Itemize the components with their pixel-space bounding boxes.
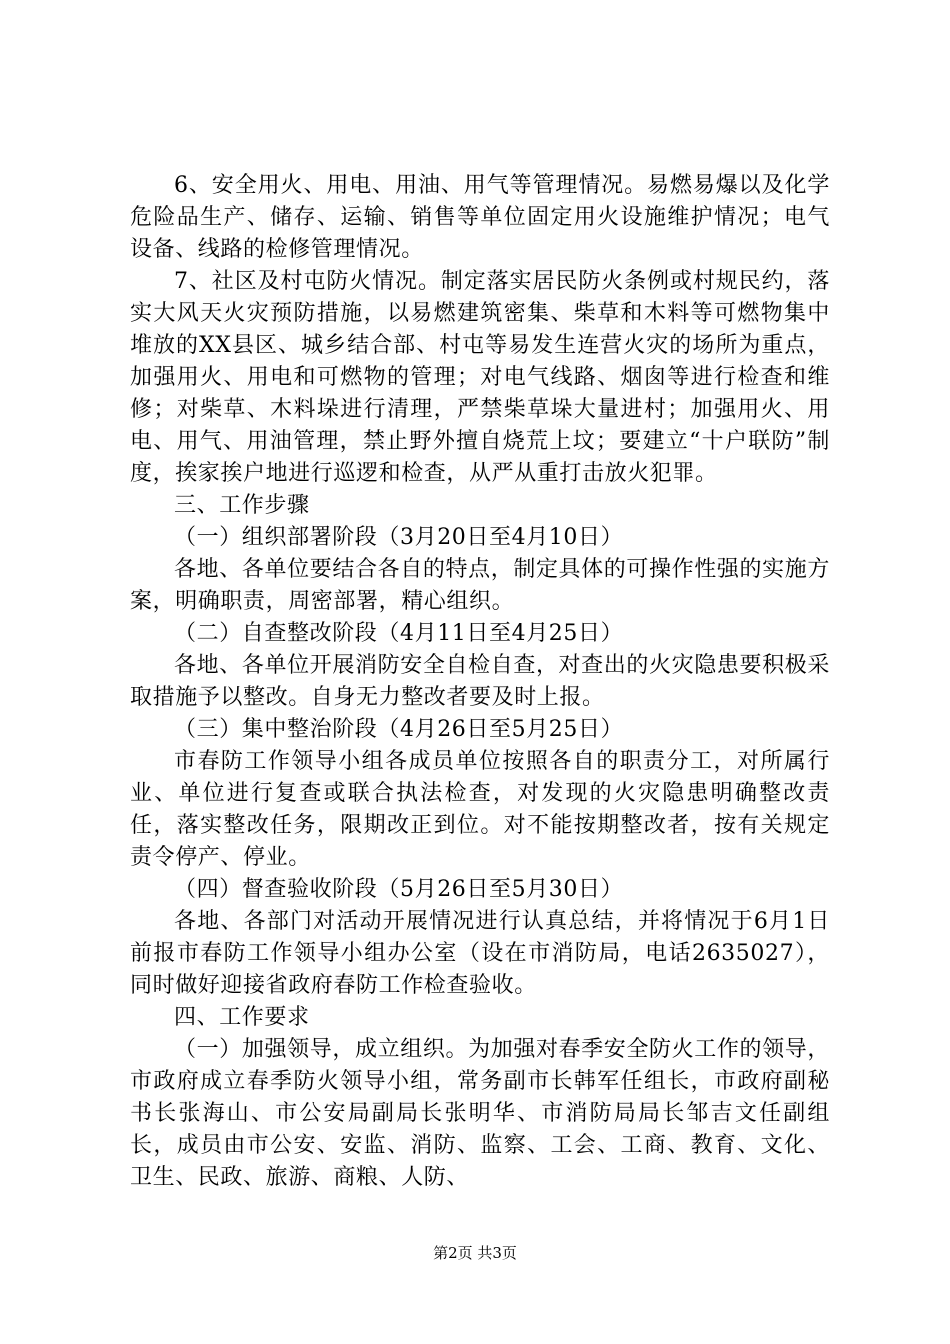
- subsection-heading: （四）督查验收阶段（5月26日至5月30日）: [174, 877, 624, 902]
- paragraph: 各地、各单位要结合各自的特点，制定具体的可操作性强的实施方案，明确职责，周密部署，精心组织。: [130, 557, 830, 614]
- paragraph: 各地、各单位开展消防安全自检自查，对查出的火灾隐患要积极采取措施予以整改。自身无力整改者要及时上报。: [130, 653, 830, 710]
- subsection-heading: （一）组织部署阶段（3月20日至4月10日）: [174, 525, 624, 550]
- paragraph: 6、安全用火、用电、用油、用气等管理情况。易燃易爆以及化学危险品生产、储存、运输、销售等单位固定用火设施维护情况；电气设备、线路的检修管理情况。: [130, 173, 830, 262]
- page-footer: 第2页 共3页: [433, 1244, 517, 1262]
- section-heading: 四、工作要求: [174, 1005, 310, 1030]
- subsection-heading: （三）集中整治阶段（4月26日至5月25日）: [174, 717, 624, 742]
- paragraph: 市春防工作领导小组各成员单位按照各自的职责分工，对所属行业、单位进行复查或联合执法检查，对发现的火灾隐患明确整改责任，落实整改任务，限期改正到位。对不能按期整改者，按有关规定责令停产、停业。: [130, 749, 830, 870]
- paragraph: 7、社区及村屯防火情况。制定落实居民防火条例或村规民约，落实大风天火灾预防措施，以易燃建筑密集、柴草和木料等可燃物集中堆放的XX县区、城乡结合部、村屯等易发生连营火灾的场所为重点，加强用火、用电和可燃物的管理；对电气线路、烟囱等进行检查和维修；对柴草、木料垛进行清理，严禁柴草垛大量进村；加强用火、用电、用气、用油管理，禁止野外擅自烧荒上坟；要建立“十户联防”制度，挨家挨户地进行巡逻和检查，从严从重打击放火犯罪。: [130, 269, 830, 486]
- section-heading: 三、工作步骤: [174, 493, 310, 518]
- subsection-heading: （二）自查整改阶段（4月11日至4月25日）: [174, 621, 624, 646]
- paragraph: 各地、各部门对活动开展情况进行认真总结，并将情况于6月1日前报市春防工作领导小组办公室（设在市消防局，电话2635027），同时做好迎接省政府春防工作检查验收。: [130, 909, 830, 998]
- document-body: [130, 170, 830, 1194]
- paragraph: （一）加强领导，成立组织。为加强对春季安全防火工作的领导，市政府成立春季防火领导小组，常务副市长韩军任组长，市政府副秘书长张海山、市公安局副局长张明华、市消防局局长邹吉文任副组长，成员由市公安、安监、消防、监察、工会、工商、教育、文化、卫生、民政、旅游、商粮、人防、: [130, 1037, 830, 1190]
